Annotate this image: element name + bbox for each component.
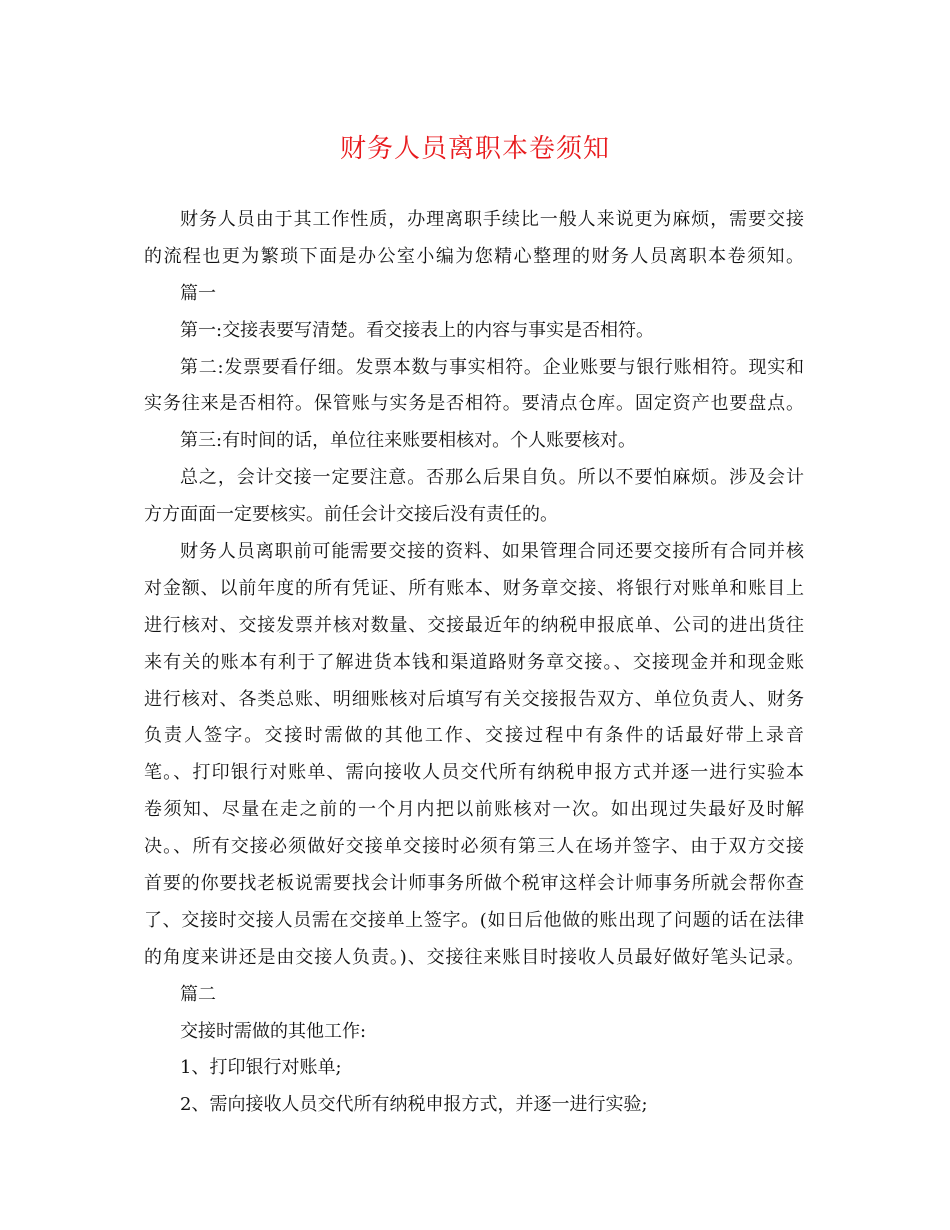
text-line: 了、交接时交接人员需在交接单上签字。(如日后他做的账出现了问题的话在法律 — [144, 909, 804, 931]
text-line: 第二:发票要看仔细。发票本数与事实相符。企业账要与银行账相符。现实和 — [180, 356, 804, 378]
text-line: 第一:交接表要写清楚。看交接表上的内容与事实是否相符。 — [180, 319, 655, 341]
text-line: 卷须知、尽量在走之前的一个月内把以前账核对一次。如出现过失最好及时解 — [144, 799, 804, 821]
text-line: 实务往来是否相符。保管账与实务是否相符。要清点仓库。固定资产也要盘点。 — [144, 393, 804, 415]
text-line: 决。、所有交接必须做好交接单交接时必须有第三人在场并签字、由于双方交接 — [144, 836, 804, 858]
text-line: 笔。、打印银行对账单、需向接收人员交代所有纳税申报方式并逐一进行实验本 — [144, 762, 804, 784]
list-item: 1、打印银行对账单; — [180, 1057, 342, 1079]
document-body — [144, 202, 804, 1124]
text-line: 首要的你要找老板说需要找会计师事务所做个税审这样会计师事务所就会帮你查 — [144, 873, 804, 895]
text-line: 第三:有时间的话，单位往来账要相核对。个人账要核对。 — [180, 430, 637, 452]
text-line: 的流程也更为繁琐下面是办公室小编为您精心整理的财务人员离职本卷须知。 — [144, 245, 804, 267]
text-line: 进行核对、交接发票并核对数量、交接最近年的纳税申报底单、公司的进出货往 — [144, 614, 804, 636]
text-line: 方方面面一定要核实。前任会计交接后没有责任的。 — [144, 504, 558, 526]
text-line: 总之，会计交接一定要注意。否那么后果自负。所以不要怕麻烦。涉及会计 — [180, 467, 804, 489]
text-line: 交接时需做的其他工作: — [180, 1020, 367, 1042]
text-line: 对金额、以前年度的所有凭证、所有账本、财务章交接、将银行对账单和账目上 — [144, 577, 804, 599]
document-title: 财务人员离职本卷须知 — [339, 134, 610, 164]
list-item: 2、需向接收人员交代所有纳税申报方式，并逐一进行实验; — [180, 1094, 648, 1116]
section-heading: 篇二 — [180, 983, 216, 1005]
text-line: 财务人员离职前可能需要交接的资料、如果管理合同还要交接所有合同并核 — [180, 541, 804, 563]
text-line: 来有关的账本有利于了解进货本钱和渠道路财务章交接。、交接现金并和现金账 — [144, 651, 804, 673]
section-heading: 篇一 — [180, 282, 216, 304]
text-line: 财务人员由于其工作性质，办理离职手续比一般人来说更为麻烦，需要交接 — [180, 209, 804, 230]
text-line: 负责人签字。交接时需做的其他工作、交接过程中有条件的话最好带上录音 — [144, 725, 804, 747]
text-line: 的角度来讲还是由交接人负责。)、交接往来账目时接收人员最好做好笔头记录。 — [144, 946, 804, 968]
text-line: 进行核对、各类总账、明细账核对后填写有关交接报告双方、单位负责人、财务 — [144, 688, 804, 710]
